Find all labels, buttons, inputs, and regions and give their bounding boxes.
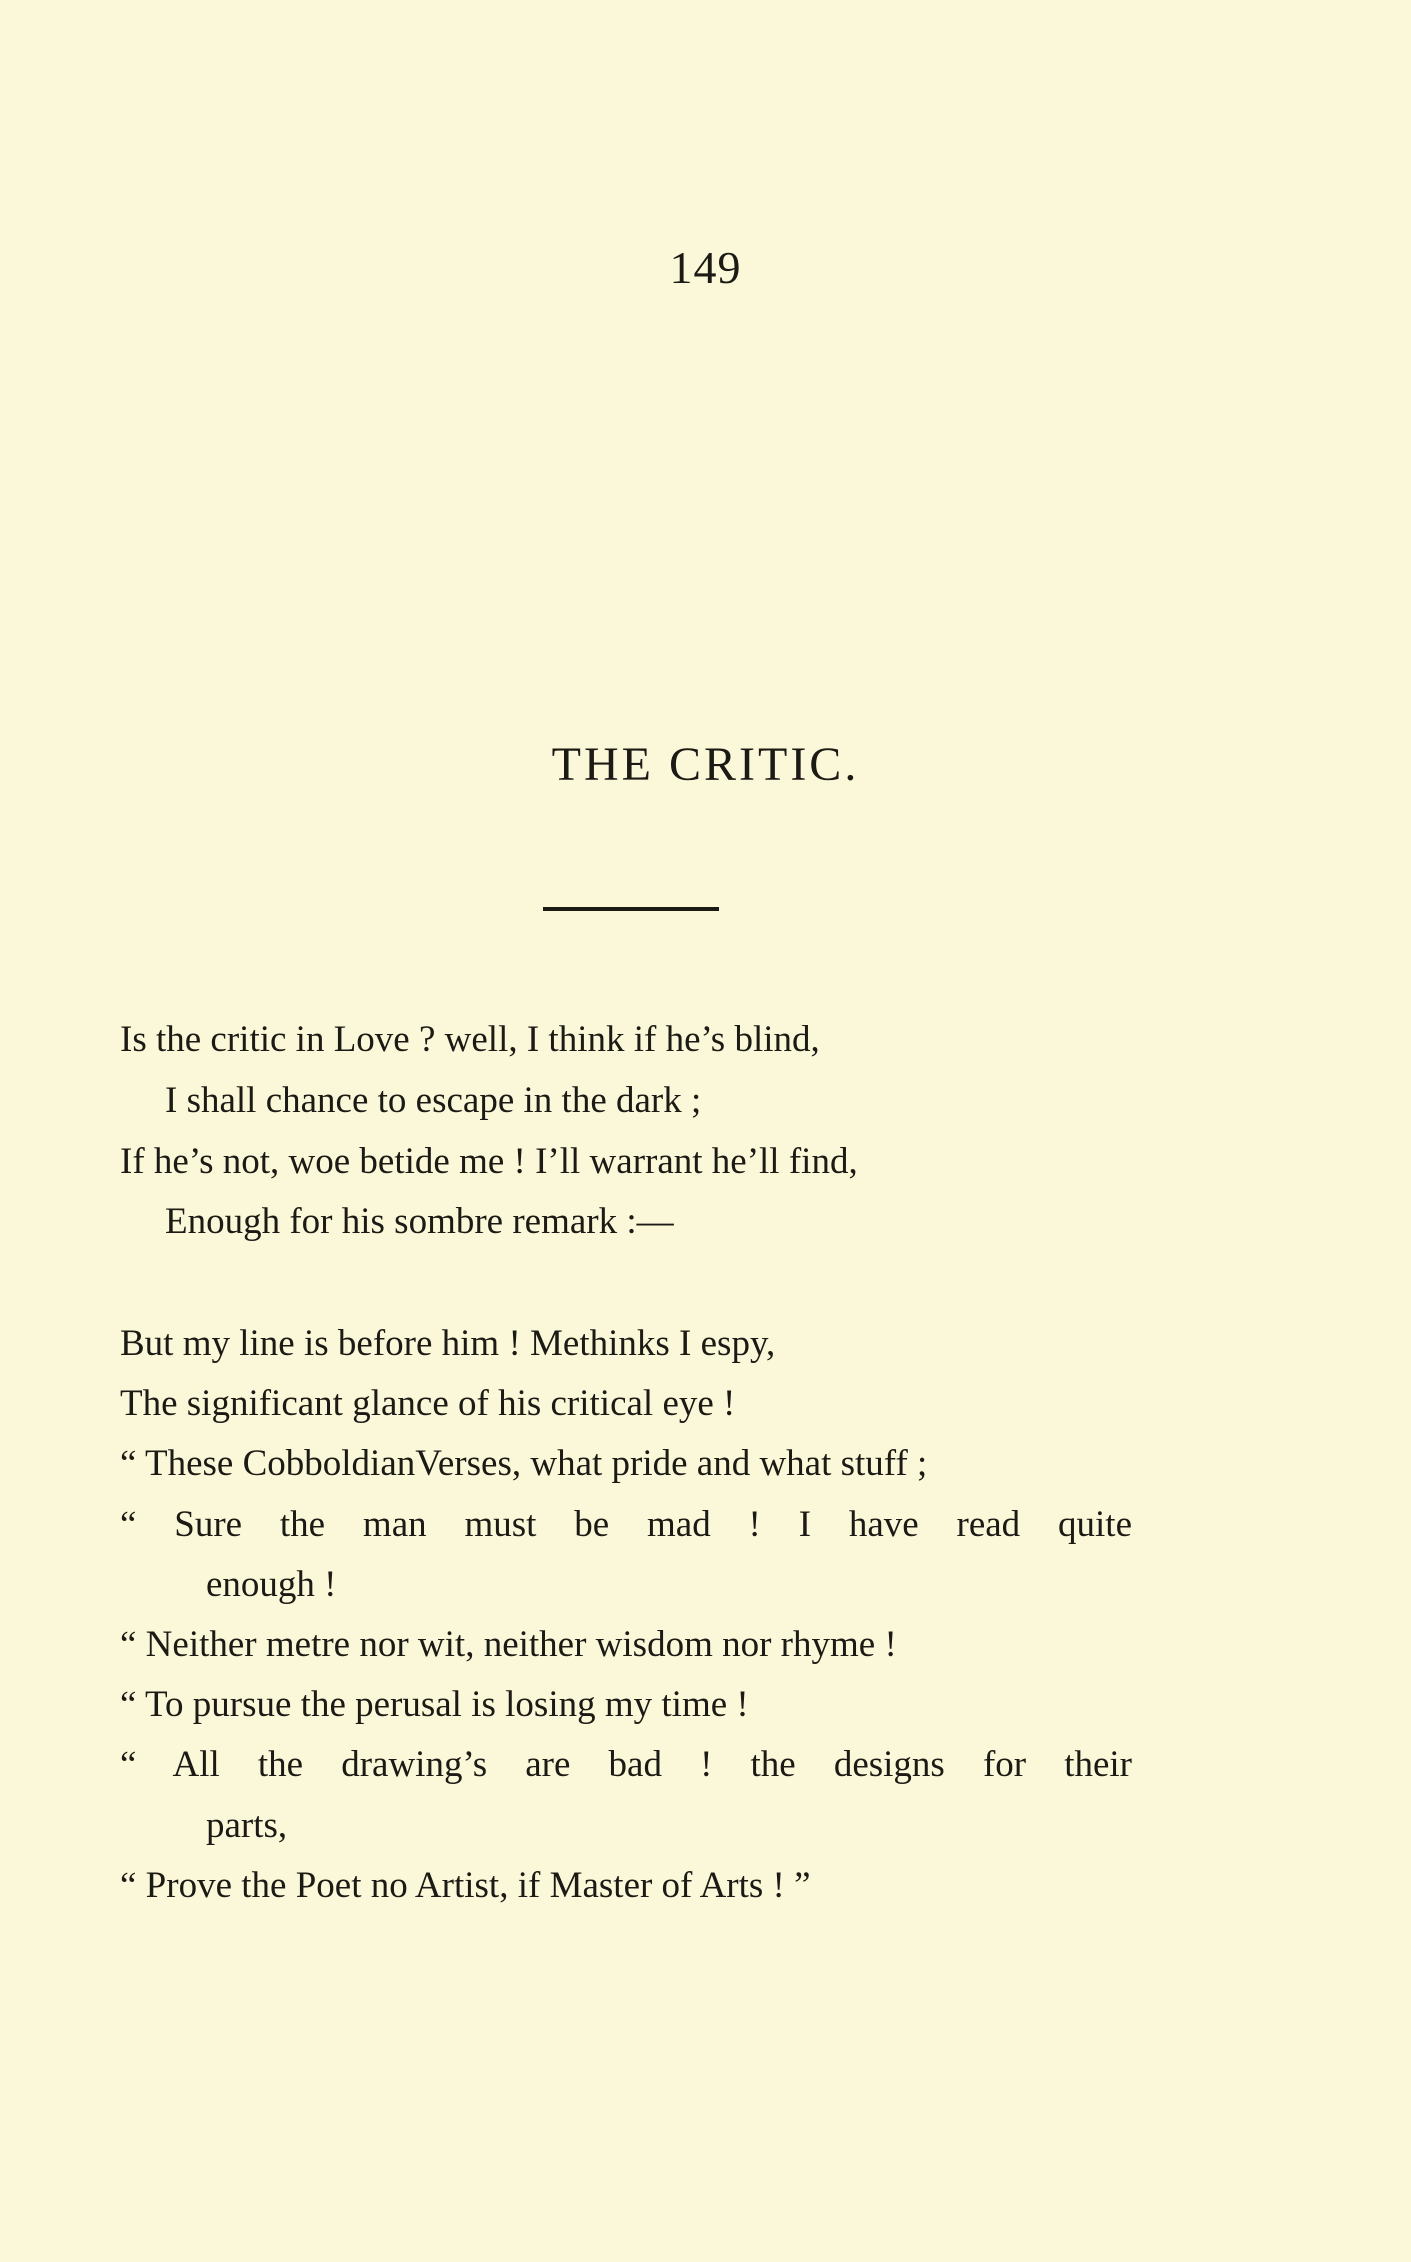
poem-line: The significant glance of his critical eye ! [120, 1383, 736, 1424]
title-rule [543, 907, 719, 911]
poem-line: Is the critic in Love ? well, I think if he’s blind, [120, 1019, 820, 1060]
poem-line: enough ! [206, 1564, 337, 1605]
poem-line: Enough for his sombre remark :— [165, 1201, 674, 1242]
poem-title: THE CRITIC. [551, 738, 860, 791]
poem-line: If he’s not, woe betide me ! I’ll warrant he’ll find, [120, 1141, 858, 1182]
poem-line: “ Neither metre nor wit, neither wisdom nor rhyme ! [120, 1624, 897, 1665]
poem-line: But my line is before him ! Methinks I espy, [120, 1323, 776, 1364]
poem-line: “ These CobboldianVerses, what pride and what stuff ; [120, 1443, 928, 1484]
poem-line: parts, [206, 1805, 288, 1846]
poem-line: I shall chance to escape in the dark ; [165, 1080, 702, 1121]
poem-line: “ To pursue the perusal is losing my time ! [120, 1684, 749, 1725]
poem-line: “ Prove the Poet no Artist, if Master of Arts ! ” [120, 1865, 811, 1906]
poem-line: “ Sure the man must be mad ! I have read quite [120, 1504, 1132, 1545]
poem-line: “ All the drawing’s are bad ! the designs for their [120, 1744, 1132, 1785]
page-number: 149 [669, 242, 742, 293]
